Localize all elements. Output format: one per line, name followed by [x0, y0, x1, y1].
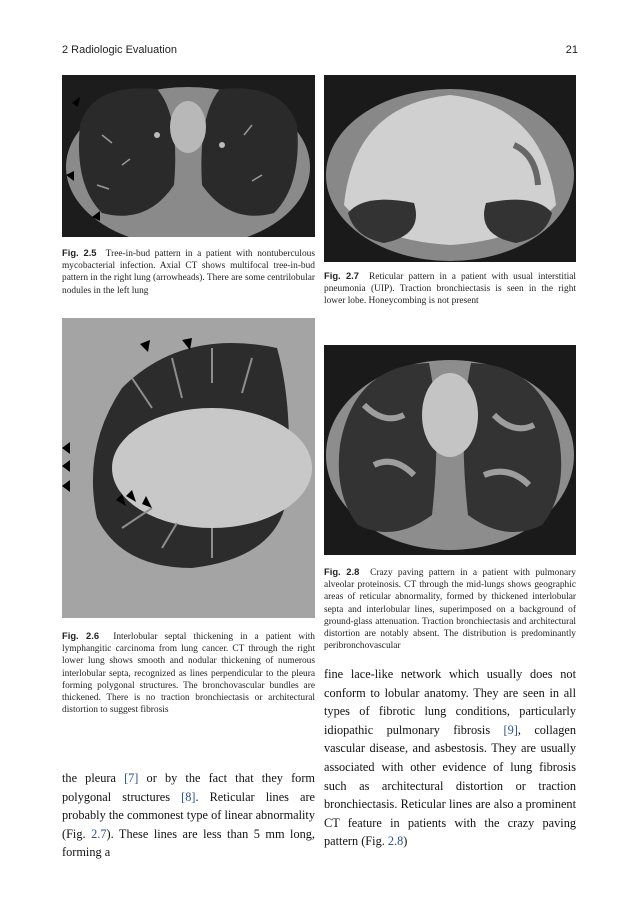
citation-8[interactable]: [8] [181, 789, 196, 804]
body-text-left-column: the pleura [7] or by the fact that they form polygonal structures [8]. Reticular lines are probably the commonest type of linear abnormality (Fig. 2.7). These lines are less than 5 mm long, forming a [62, 771, 315, 860]
figure-2-6-ct-image [62, 318, 315, 618]
figure-2-5-caption: Fig. 2.5 Tree-in-bud pattern in a patient with nontuberculous mycobacterial infection. Axial CT shows multifocal tree-in-bud pattern in the right lung (arrowheads). There are some centrilobular nodules in the left lung [62, 247, 315, 296]
figure-2-7-caption: Fig. 2.7 Reticular pattern in a patient with usual interstitial pneumonia (UIP). Traction bronchiectasis is seen in the right lower lobe. Honeycombing is not present [324, 270, 576, 307]
citation-9[interactable]: [9] [503, 722, 518, 737]
page-number: 21 [565, 44, 578, 56]
running-head-chapter: 2 Radiologic Evaluation [62, 44, 177, 56]
figure-link-2-8[interactable]: 2.8 [387, 834, 404, 849]
figure-2-8-caption: Fig. 2.8 Crazy paving pattern in a patient with pulmonary alveolar proteinosis. CT through the mid-lungs shows geographic areas of reticular abnormality, formed by thickened interlobular septa and interlobular lines, superimposed on a background of ground-glass attenuation. Traction bronchiectasis and architectural distortion are notably absent. The distribution is predominantly peribronchovascular [324, 566, 576, 652]
figure-link-2-7[interactable]: 2.7 [91, 826, 107, 841]
figure-2-8-ct-image [324, 345, 576, 555]
citation-7[interactable]: [7] [124, 771, 139, 785]
body-text-right-column: fine lace-like network which usually does not conform to lobular anatomy. They are seen in all types of fibrotic lung conditions, particularly idiopathic pulmonary fibrosis [9], collagen vascular disease, and asbestosis. They are usually associated with other evidence of lung fibrosis such as architectural distortion or traction bronchiectasis. Reticular lines are also a prominent CT feature in patients with the crazy paving pattern (Fig. 2.8) [324, 667, 576, 849]
figure-2-7-ct-image [324, 75, 576, 262]
figure-2-5-ct-image [62, 75, 315, 237]
figure-2-6-caption: Fig. 2.6 Interlobular septal thickening in a patient with lymphangitic carcinoma from lung cancer. CT through the right lower lung shows smooth and nodular thickening of numerous interlobular septa, recognized as lines perpendicular to the pleura forming polygonal structures. The bronchovascular bundles are thickened. There is no traction bronchiectasis or architectural distortion to suggest fibrosis [62, 630, 315, 716]
